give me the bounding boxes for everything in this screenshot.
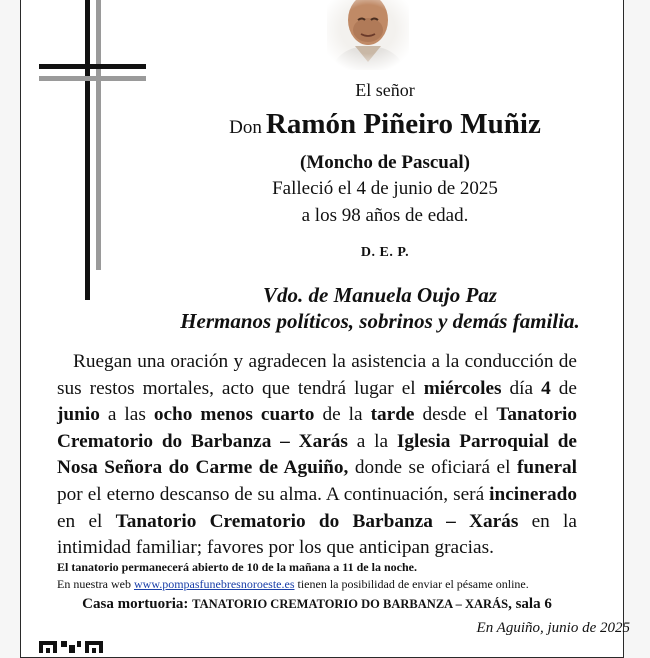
deceased-name: Ramón Piñeiro Muñiz xyxy=(265,108,541,140)
funeral-home-name: TANATORIO CREMATORIO DO BARBANZA – XARÁS xyxy=(192,597,509,611)
death-date: Falleció el 4 de junio de 2025 xyxy=(272,178,498,199)
ceremony-text-run: Ruegan una oración y agradecen la asistencia a la conducción de sus restos mortales, acto que tendrá lugar el xyxy=(57,351,577,399)
ceremony-text-bold: ocho menos cuarto xyxy=(153,404,315,426)
ceremony-text-run: de la xyxy=(314,404,371,426)
ceremony-text-bold: funeral xyxy=(517,457,577,479)
ceremony-text-run: de xyxy=(550,377,577,399)
website-link[interactable]: www.pompasfunebresnoroeste.es xyxy=(133,577,295,591)
ceremony-text-bold: tarde xyxy=(370,404,415,426)
widower-line: Vdo. de Manuela Oujo Paz xyxy=(263,283,497,307)
ceremony-text-bold: Iglesia Parroquial de Nosa Señora do Carme de Aguiño, xyxy=(57,430,577,479)
ceremony-text-run: en la intimidad familiar; favores por los que anticipan gracias. xyxy=(57,510,577,559)
deceased-name-line xyxy=(180,108,590,141)
ceremony-text-bold: miércoles xyxy=(423,377,502,399)
hours-note: El tanatorio permanecerá abierto de 10 de la mañana a 11 de la noche. xyxy=(57,560,417,574)
ceremony-text-run: a las xyxy=(99,404,154,426)
ceremony-text-run: día xyxy=(501,377,542,399)
ceremony-text-bold: incinerado xyxy=(489,483,577,505)
ceremony-text-run: donde se oficiará el xyxy=(348,457,518,479)
deceased-photo xyxy=(327,0,409,70)
ceremony-text-run: por el eterno descanso de su alma. A continuación, será xyxy=(57,483,490,505)
ceremony-text-bold: junio xyxy=(57,404,100,426)
ceremony-text-bold: Tanatorio Crematorio do Barbanza – Xarás xyxy=(57,404,578,452)
ceremony-text-bold: Tanatorio Crematorio do Barbanza – Xarás xyxy=(115,510,519,532)
title-don: Don xyxy=(229,117,262,138)
qr-code-icon xyxy=(39,640,145,658)
funeral-home-line: Casa mortuoria: TANATORIO CREMATORIO DO BARBANZA – XARÁS, sala 6 xyxy=(82,596,552,612)
age-at-death: a los 98 años de edad. xyxy=(301,205,469,226)
rip-abbreviation: D. E. P. xyxy=(360,245,410,260)
ceremony-text-run: desde el xyxy=(414,404,497,426)
honorific-prefix: El señor xyxy=(355,80,415,100)
nickname: (Moncho de Pascual) xyxy=(300,152,470,173)
ceremony-text-run: a la xyxy=(347,430,397,452)
place-date: En Aguiño, junio de 2025 xyxy=(476,620,630,636)
family-line: Hermanos políticos, sobrinos y demás familia. xyxy=(180,309,580,333)
ceremony-text-run: en el xyxy=(57,510,116,532)
ceremony-text-bold: 4 xyxy=(541,377,551,399)
web-note: En nuestra web www.pompasfunebresnoroeste.es tienen la posibilidad de enviar el pésame online. xyxy=(57,577,529,591)
ceremony-text xyxy=(57,349,577,562)
